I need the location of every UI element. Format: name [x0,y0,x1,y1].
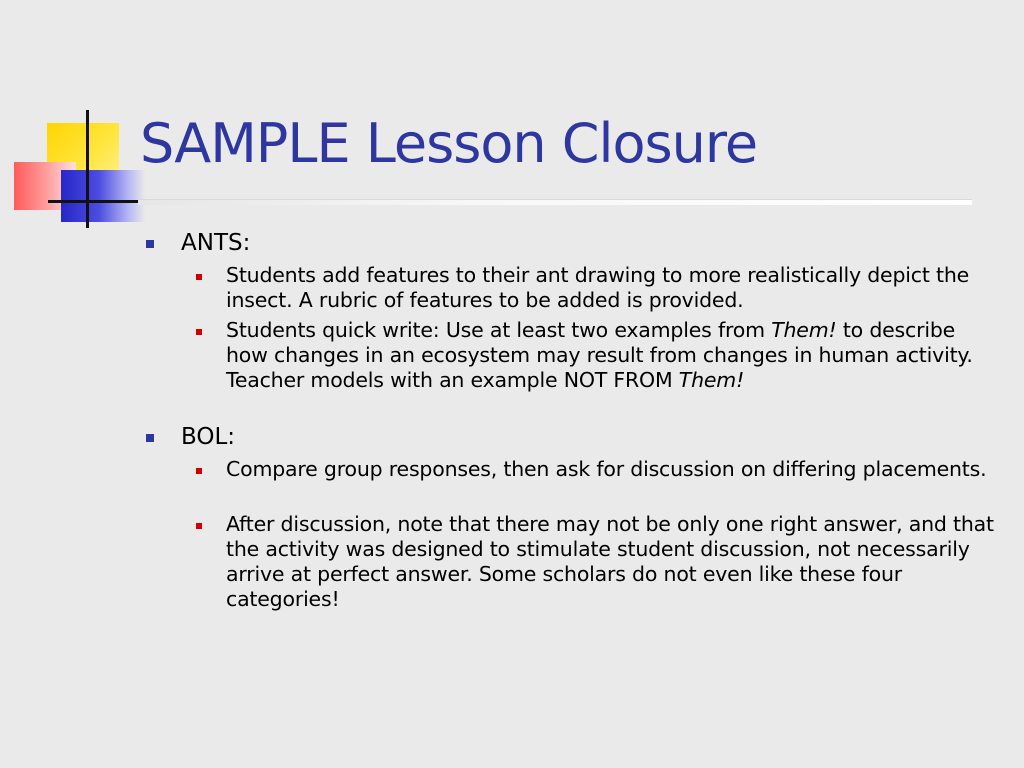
film-title: Them! [678,368,745,392]
bullet-square-icon [146,434,154,442]
sub-bullet-square-icon [196,468,202,474]
sub-bullet-square-icon [196,523,202,529]
film-title: Them! [771,318,837,342]
section-heading-ants: ANTS: [181,230,251,256]
list-item: After discussion, note that there may not be only one right answer, and that the activity was designed to stimulate student discussion, not necessarily arrive at perfect answer. Some scholars do not even like these four categories! [226,512,994,611]
list-item-text: to describe how changes in an ecosystem may result from changes in human activity. Teacher models with an example NOT FROM [226,318,973,392]
sub-bullet-square-icon [196,329,202,335]
list-item-text: Students quick write: Use at least two examples from [226,318,772,342]
sub-bullet-square-icon [196,274,202,280]
list-item: Students add features to their ant drawing to more realistically depict the insect. A rubric of features to be added is provided. [226,263,970,312]
slide-title: SAMPLE Lesson Closure [140,112,758,175]
list-item: Compare group responses, then ask for discussion on differing placements. [226,457,987,481]
section-heading-bol: BOL: [181,424,236,450]
bullet-square-icon [146,240,154,248]
list-item [226,318,996,393]
